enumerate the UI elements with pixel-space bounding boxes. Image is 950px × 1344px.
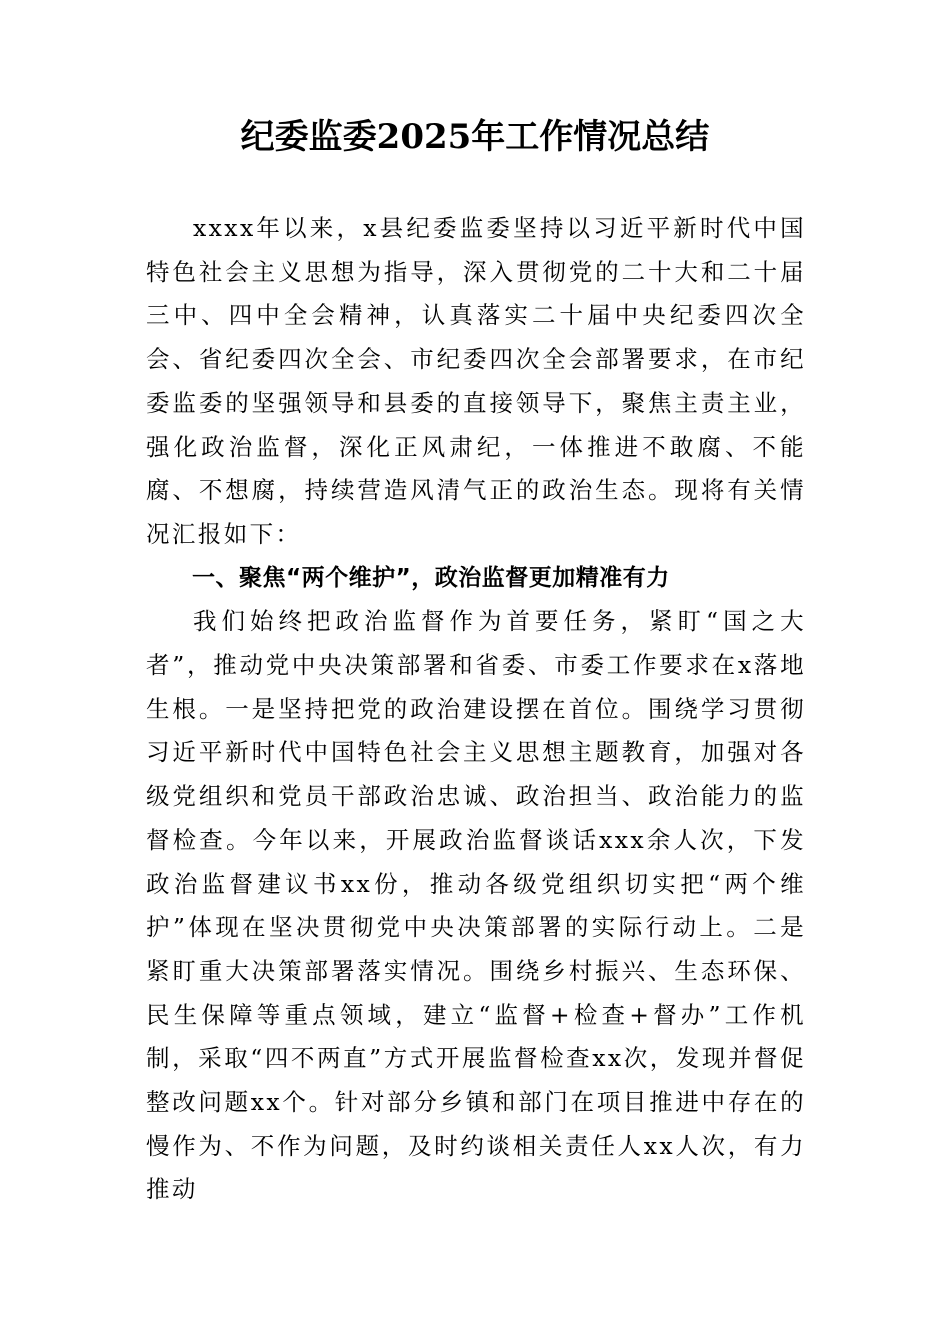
document-title: 纪委监委2025年工作情况总结 <box>240 117 710 157</box>
document-body <box>146 207 806 1212</box>
intro-paragraph: xxxx年以来，x县纪委监委坚持以习近平新时代中国特色社会主义思想为指导，深入贯彻党的二十大和二十届三中、四中全会精神，认真落实二十届中央纪委四次全会、省纪委四次全会、市纪委四次全会部署要求，在市纪委监委的坚强领导和县委的直接领导下，聚焦主责主业，强化政治监督，深化正风肃纪，一体推进不敢腐、不能腐、不想腐，持续营造风清气正的政治生态。现将有关情况汇报如下： <box>146 214 806 548</box>
section-1-heading: 一、聚焦“两个维护”，政治监督更加精准有力 <box>192 564 670 591</box>
section-1-paragraph: 我们始终把政治监督作为首要任务，紧盯“国之大者”，推动党中央决策部署和省委、市委工作要求在x落地生根。一是坚持把党的政治建设摆在首位。围绕学习贯彻习近平新时代中国特色社会主义思想主题教育，加强对各级党组织和党员干部政治忠诚、政治担当、政治能力的监督检查。今年以来，开展政治监督谈话xxx余人次，下发政治监督建议书xx份，推动各级党组织切实把“两个维护”体现在坚决贯彻党中央决策部署的实际行动上。二是紧盯重大决策部署落实情况。围绕乡村振兴、生态环保、民生保障等重点领域，建立“监督+检查+督办”工作机制，采取“四不两直”方式开展监督检查xx次，发现并督促整改问题xx个。针对部分乡镇和部门在项目推进中存在的慢作为、不作为问题，及时约谈相关责任人xx人次，有力推动 <box>146 607 806 1204</box>
